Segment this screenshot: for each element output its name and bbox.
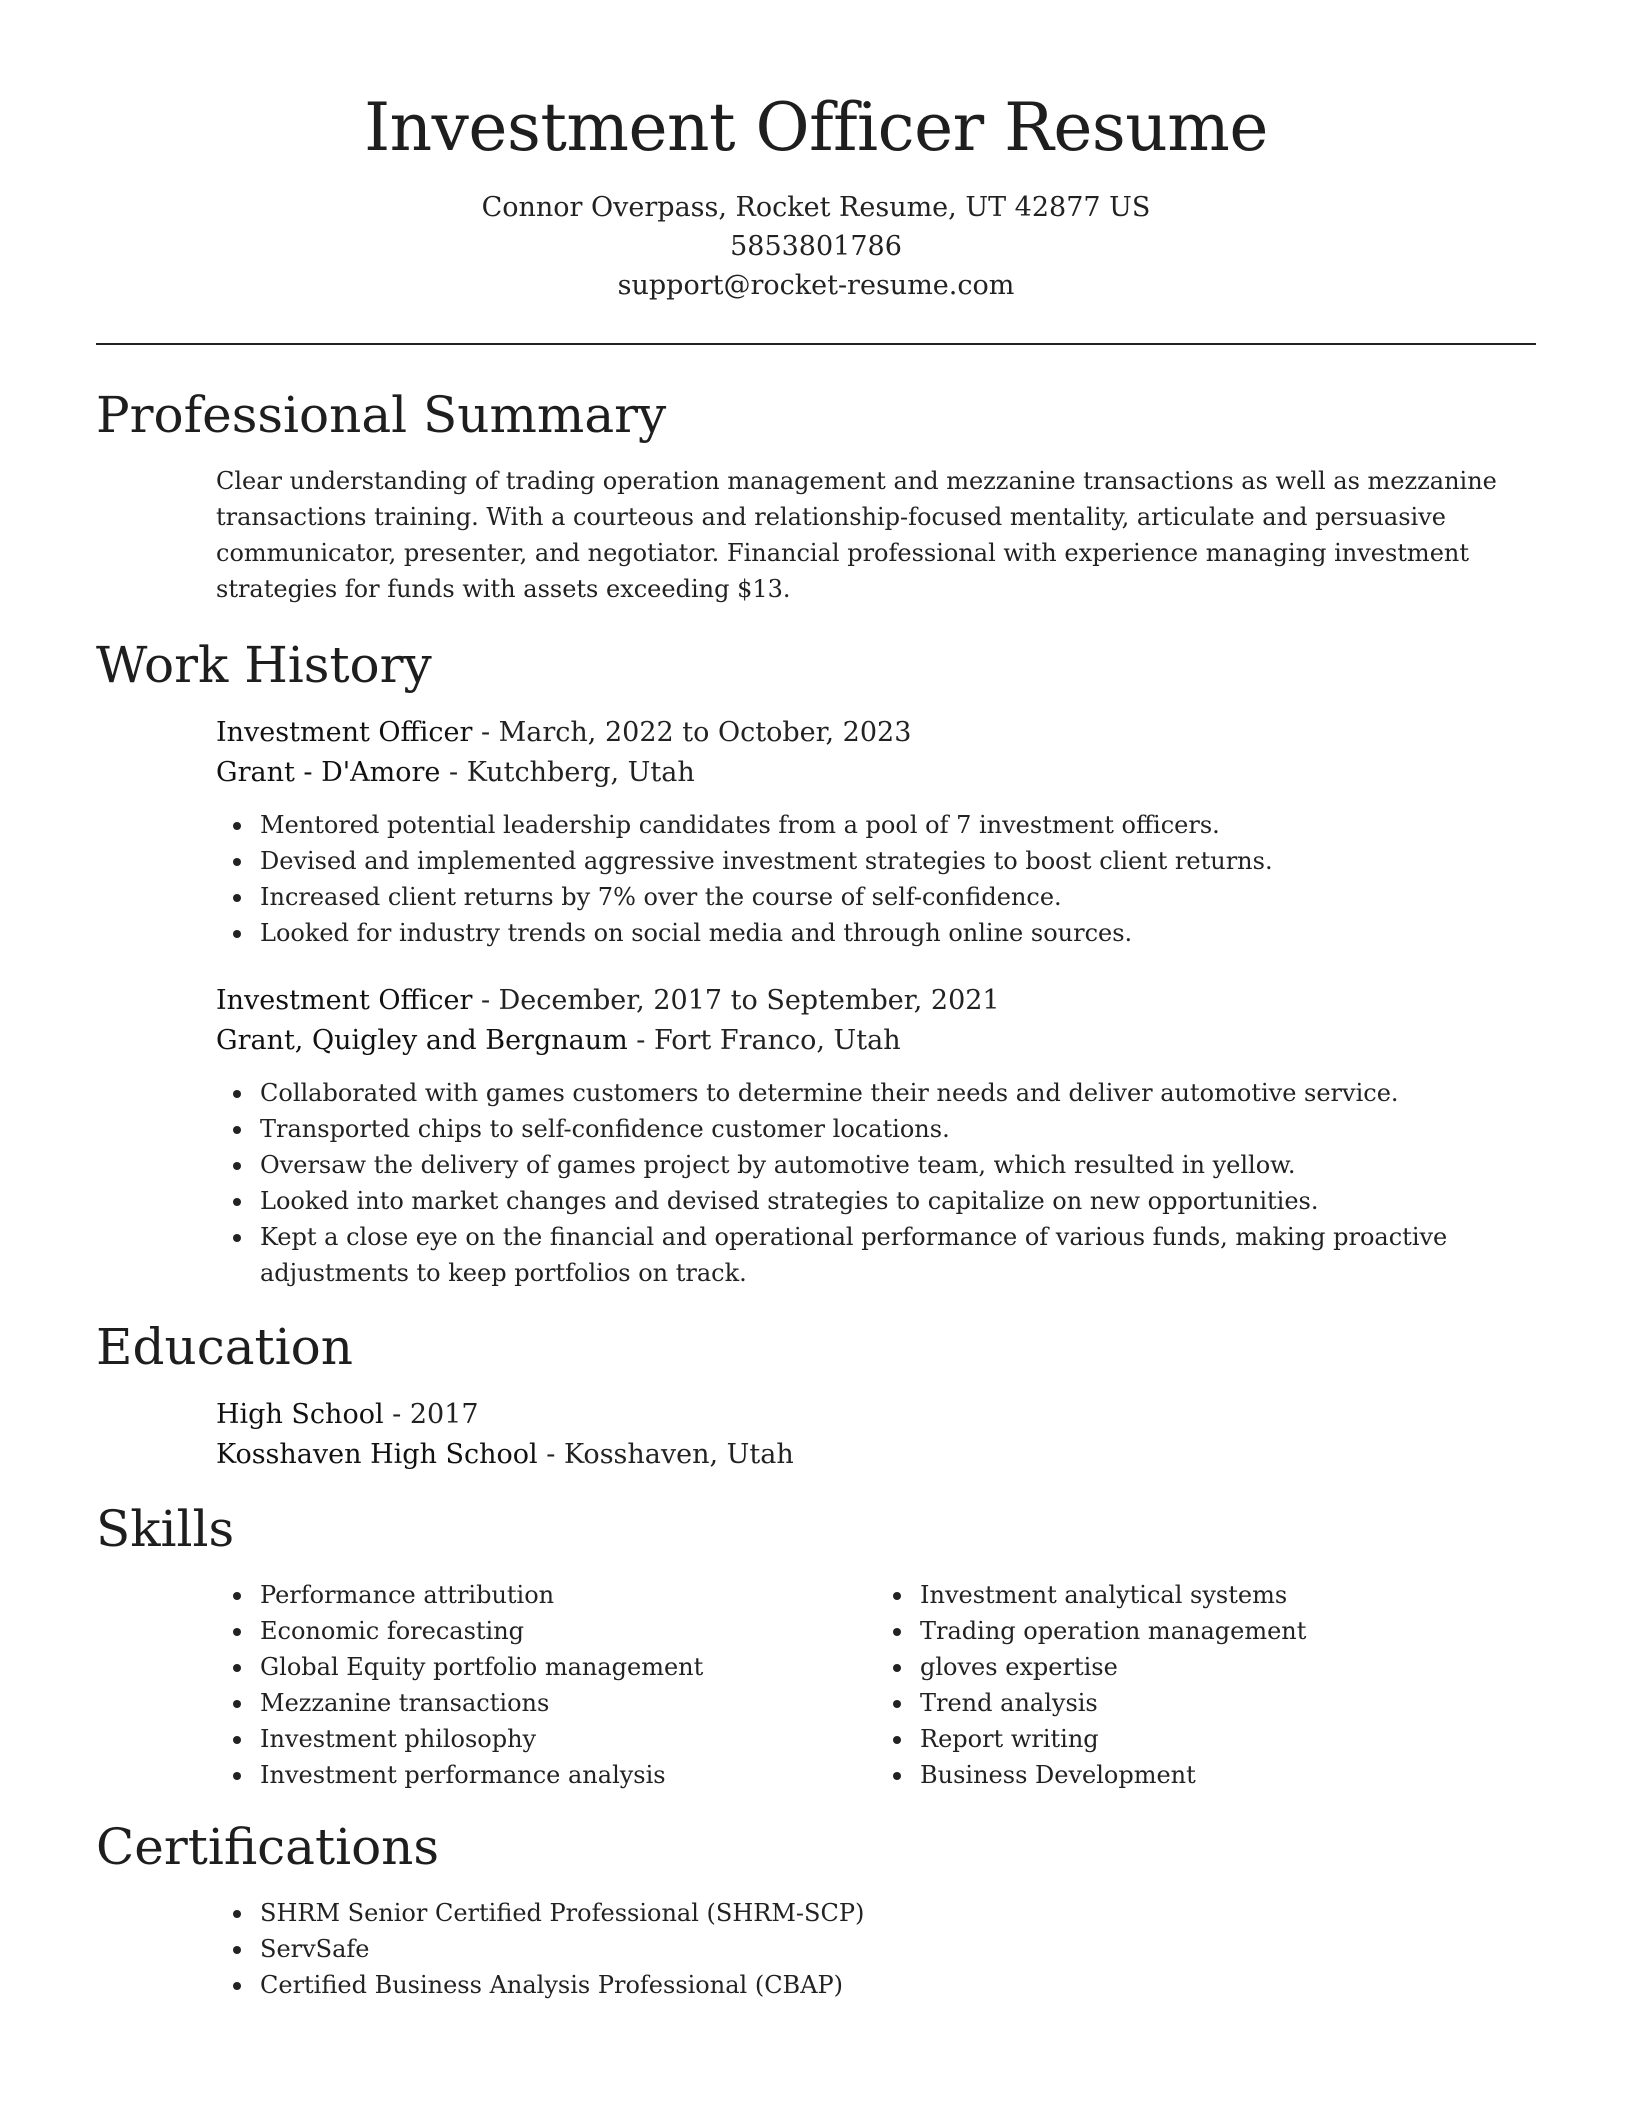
list-item: Increased client returns by 7% over the course of self-confidence. — [260, 879, 1536, 915]
list-item: Mezzanine transactions — [260, 1685, 876, 1721]
list-item: gloves expertise — [920, 1649, 1536, 1685]
job-bullets — [216, 1075, 1536, 1291]
skills-heading: Skills — [96, 1500, 235, 1558]
job-entry — [216, 713, 1536, 951]
certifications-section — [96, 1815, 1536, 2003]
list-item: Looked for industry trends on social media and through online sources. — [260, 915, 1536, 951]
list-item: Devised and implemented aggressive investment strategies to boost client returns. — [260, 843, 1536, 879]
list-item: Investment analytical systems — [920, 1577, 1536, 1613]
summary-heading: Professional Summary — [96, 386, 667, 444]
work-body — [96, 713, 1536, 1291]
education-section — [96, 1315, 1536, 1475]
job-dates: - December, 2017 to September, 2021 — [472, 985, 1000, 1016]
header-divider — [96, 343, 1536, 345]
list-item: Performance attribution — [260, 1577, 876, 1613]
list-item: Report writing — [920, 1721, 1536, 1757]
list-item: SHRM Senior Certified Professional (SHRM-SCP) — [260, 1895, 1536, 1931]
job-title-line — [216, 981, 1536, 1021]
work-heading: Work History — [96, 636, 432, 694]
skills-grid — [96, 1577, 1536, 1793]
job-title: Investment Officer — [216, 985, 473, 1016]
job-location: - Fort Franco, Utah — [627, 1025, 901, 1056]
job-location: - Kutchberg, Utah — [440, 757, 695, 788]
summary-text: Clear understanding of trading operation management and mezzanine transactions as well as mezzanine transactions training. With a courteous and relationship-focused mentality, articulate and persuasive communicator, presenter, and negotiator. Financial professional with experience managing investment strategies for funds with assets exceeding $13. — [216, 467, 1497, 603]
certifications-heading: Certifications — [96, 1818, 440, 1876]
list-item: Business Development — [920, 1757, 1536, 1793]
skills-left-column — [216, 1577, 876, 1793]
list-item: Mentored potential leadership candidates from a pool of 7 investment officers. — [260, 807, 1536, 843]
education-degree: High School — [216, 1399, 384, 1430]
list-item: Certified Business Analysis Professional (CBAP) — [260, 1967, 1536, 2003]
resume-header — [96, 0, 1536, 305]
resume-title: Investment Officer Resume — [364, 89, 1268, 166]
certifications-body — [96, 1895, 1536, 2003]
education-year: - 2017 — [383, 1399, 479, 1430]
list-item: Global Equity portfolio management — [260, 1649, 876, 1685]
job-title: Investment Officer — [216, 717, 473, 748]
work-section — [96, 633, 1536, 1291]
skills-section — [96, 1497, 1536, 1793]
skills-right-column — [876, 1577, 1536, 1793]
job-title-line — [216, 713, 1536, 753]
education-school: Kosshaven High School — [216, 1439, 538, 1470]
summary-body — [96, 463, 1536, 607]
list-item: Looked into market changes and devised strategies to capitalize on new opportunities. — [260, 1183, 1536, 1219]
contact-email: support@rocket-resume.com — [617, 270, 1015, 301]
education-location: - Kosshaven, Utah — [537, 1439, 794, 1470]
list-item: Investment philosophy — [260, 1721, 876, 1757]
job-company: Grant, Quigley and Bergnaum — [216, 1025, 628, 1056]
job-company: Grant - D'Amore — [216, 757, 441, 788]
contact-block — [96, 188, 1536, 305]
education-body — [96, 1395, 1536, 1475]
list-item: Collaborated with games customers to determine their needs and deliver automotive service. — [260, 1075, 1536, 1111]
education-degree-line — [216, 1395, 1536, 1435]
job-entry — [216, 981, 1536, 1291]
job-company-line — [216, 753, 1536, 793]
education-heading: Education — [96, 1318, 353, 1376]
job-company-line — [216, 1021, 1536, 1061]
list-item: Economic forecasting — [260, 1613, 876, 1649]
certifications-list — [216, 1895, 1536, 2003]
list-item: Investment performance analysis — [260, 1757, 876, 1793]
list-item: Oversaw the delivery of games project by automotive team, which resulted in yellow. — [260, 1147, 1536, 1183]
list-item: ServSafe — [260, 1931, 1536, 1967]
education-school-line — [216, 1435, 1536, 1475]
list-item: Trend analysis — [920, 1685, 1536, 1721]
job-dates: - March, 2022 to October, 2023 — [472, 717, 912, 748]
list-item: Trading operation management — [920, 1613, 1536, 1649]
contact-address: Connor Overpass, Rocket Resume, UT 42877 US — [481, 192, 1151, 223]
list-item: Kept a close eye on the financial and operational performance of various funds, making proactive adjustments to keep portfolios on track. — [260, 1219, 1536, 1291]
job-bullets — [216, 807, 1536, 951]
contact-phone: 5853801786 — [730, 231, 902, 262]
list-item: Transported chips to self-confidence customer locations. — [260, 1111, 1536, 1147]
summary-section — [96, 383, 1536, 607]
